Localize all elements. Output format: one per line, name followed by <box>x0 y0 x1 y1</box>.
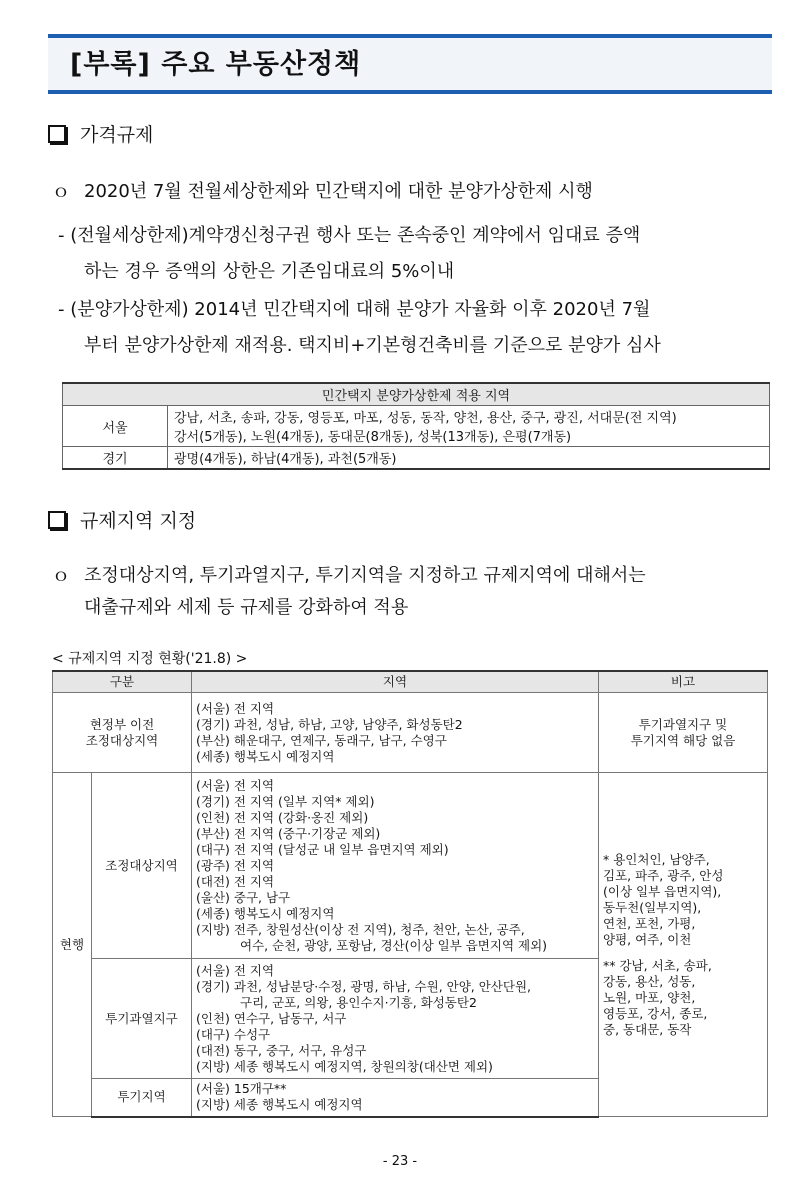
row-label-adjust: 조정대상지역 <box>92 773 192 959</box>
row-label-overheat: 투기과열지구 <box>92 959 192 1079</box>
note-line: 연천, 포천, 가평, <box>603 915 696 931</box>
area-line: (인천) 전 지역 (강화·옹진 제외) <box>196 809 369 825</box>
note-line: (이상 일부 읍면지역), <box>603 883 722 899</box>
area-line: (대구) 전 지역 (달성군 내 일부 읍면지역 제외) <box>196 841 449 857</box>
regulated-area-table <box>52 670 768 1118</box>
bullet-text: 대출규제와 세제 등 규제를 강화하여 적용 <box>84 597 409 618</box>
note-cell <box>599 693 768 773</box>
checkbox-square-icon <box>48 125 66 143</box>
region-cell-seoul: 서울 <box>63 406 168 447</box>
area-line: (세종) 행복도시 예정지역 <box>196 748 335 764</box>
label-line: 현정부 이전 <box>89 716 155 732</box>
table-caption: < 규제지역 지정 현황('21.8) > <box>52 651 248 667</box>
area-line: (지방) 전주, 창원성산(이상 전 지역), 청주, 천안, 논산, 공주, <box>196 921 525 937</box>
area-line: (인천) 연수구, 남동구, 서구 <box>196 1010 347 1026</box>
page-number: - 23 - <box>382 1154 418 1169</box>
note-line: * 용인처인, 남양주, <box>603 851 710 867</box>
note-line: 투기지역 해당 없음 <box>630 732 736 748</box>
note-line: 중, 동대문, 동작 <box>603 1021 692 1037</box>
note-line: 강동, 용산, 성동, <box>603 973 696 989</box>
bullet-regulated <box>52 560 772 624</box>
row-label-prev <box>53 693 192 773</box>
dash-line: - (전월세상한제)계약갱신청구권 행사 또는 존속중인 계약에서 임대료 증액 <box>58 225 641 246</box>
price-cap-region-table <box>62 382 770 470</box>
areas-line: 강남, 서초, 송파, 강동, 영등포, 마포, 성동, 동작, 양천, 용산, 중구, 광진, 서대문(전 지역) <box>174 411 677 426</box>
circle-bullet-icon: ｏ <box>52 181 70 202</box>
checkbox-square-icon <box>48 511 66 529</box>
area-line: (경기) 과천, 성남, 하남, 고양, 남양주, 화성동탄2 <box>196 716 463 732</box>
areas-cell <box>168 406 770 447</box>
section-heading-regulated <box>48 506 196 533</box>
areas-cell <box>192 959 599 1079</box>
label-line: 조정대상지역 <box>85 732 159 748</box>
row-label-speculation: 투기지역 <box>92 1079 192 1117</box>
note-line: 동두천(일부지역), <box>603 899 702 915</box>
note-line: 노원, 마포, 양천, <box>603 989 696 1005</box>
area-line: 여수, 순천, 광양, 포항남, 경산(이상 일부 읍면지역 제외) <box>240 937 548 953</box>
row-label-current: 현행 <box>53 773 92 1117</box>
region-cell-gyeonggi: 경기 <box>63 447 168 470</box>
circle-bullet-icon: ｏ <box>52 565 70 586</box>
section-heading-text: 가격규제 <box>80 124 154 146</box>
table-header-cell: 민간택지 분양가상한제 적용 지역 <box>63 383 770 406</box>
title-banner <box>48 34 772 94</box>
bullet-text: 조정대상지역, 투기과열지구, 투기지역을 지정하고 규제지역에 대해서는 <box>84 565 646 586</box>
areas-line: 강서(5개동), 노원(4개동), 동대문(8개동), 성북(13개동), 은평(7개동) <box>174 430 572 445</box>
area-line: (대전) 전 지역 <box>196 873 275 889</box>
note-line: 양평, 여주, 이천 <box>603 931 692 947</box>
area-line: (지방) 세종 행복도시 예정지역, 창원의창(대산면 제외) <box>196 1058 493 1074</box>
areas-cell: 광명(4개동), 하남(4개동), 과천(5개동) <box>168 447 770 470</box>
section-heading-text: 규제지역 지정 <box>80 510 197 532</box>
area-line: (광주) 전 지역 <box>196 857 275 873</box>
areas-cell <box>192 693 599 773</box>
dash-item-rent-cap <box>58 218 772 290</box>
dash-line: - (분양가상한제) 2014년 민간택지에 대해 분양가 자율화 이후 2020년 7월 <box>58 299 651 320</box>
area-line: (서울) 전 지역 <box>196 700 275 716</box>
area-line: (지방) 세종 행복도시 예정지역 <box>196 1097 363 1113</box>
area-line: (서울) 15개구** <box>196 1081 287 1097</box>
column-header: 지역 <box>192 671 599 693</box>
area-line: (대구) 수성구 <box>196 1026 271 1042</box>
bullet-text: 2020년 7월 전월세상한제와 민간택지에 대한 분양가상한제 시행 <box>84 181 593 202</box>
areas-cell <box>192 773 599 959</box>
area-line: (부산) 해운대구, 연제구, 동래구, 남구, 수영구 <box>196 732 447 748</box>
areas-cell <box>192 1079 599 1117</box>
area-line: (경기) 과천, 성남분당·수정, 광명, 하남, 수원, 안양, 안산단원, <box>196 978 532 994</box>
note-line: ** 강남, 서초, 송파, <box>603 957 712 973</box>
area-line: (서울) 전 지역 <box>196 777 275 793</box>
dash-item-price-cap <box>58 292 772 364</box>
dash-line: 하는 경우 증액의 상한은 기존임대료의 5%이내 <box>84 261 455 282</box>
area-line: 구리, 군포, 의왕, 용인수지·기흥, 화성동탄2 <box>240 994 477 1010</box>
title-bottom-rule <box>48 90 772 94</box>
area-line: (부산) 전 지역 (중구·기장군 제외) <box>196 825 381 841</box>
note-line: 김포, 파주, 광주, 안성 <box>603 867 724 883</box>
area-line: (울산) 중구, 남구 <box>196 889 291 905</box>
note-spacer <box>603 948 763 958</box>
bullet-price-policy <box>52 176 593 208</box>
area-line: (세종) 행복도시 예정지역 <box>196 905 335 921</box>
area-line: (서울) 전 지역 <box>196 962 275 978</box>
column-header: 구분 <box>53 671 192 693</box>
dash-line: 부터 분양가상한제 재적용. 택지비+기본형건축비를 기준으로 분양가 심사 <box>84 335 661 356</box>
note-line: 영등포, 강서, 종로, <box>603 1005 708 1021</box>
note-line: 투기과열지구 및 <box>638 716 728 732</box>
section-heading-price <box>48 120 153 147</box>
note-cell-current <box>599 773 768 1117</box>
column-header: 비고 <box>599 671 768 693</box>
area-line: (경기) 전 지역 (일부 지역* 제외) <box>196 793 375 809</box>
page-title: [부록] 주요 부동산정책 <box>70 49 362 80</box>
area-line: (대전) 동구, 중구, 서구, 유성구 <box>196 1042 367 1058</box>
